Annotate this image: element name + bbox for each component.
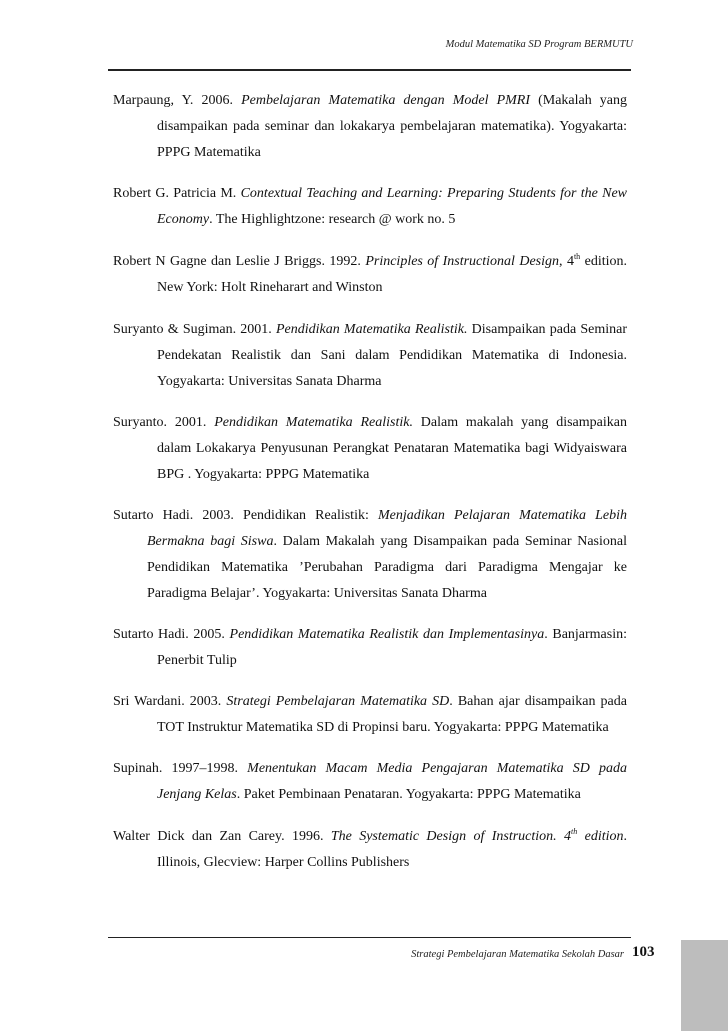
reference-entry: Robert N Gagne dan Leslie J Briggs. 1992. Principles of Instructional Design, 4th edition. New York: Holt Rineharart and Winston (113, 252, 627, 295)
reference-entry: Robert G. Patricia M. Contextual Teaching and Learning: Preparing Students for the New Economy. The Highlightzone: research @ work no. 5 (113, 186, 627, 227)
footer-title: Strategi Pembelajaran Matematika Sekolah Dasar (411, 949, 624, 960)
reference-entry: Sri Wardani. 2003. Strategi Pembelajaran Matematika SD. Bahan ajar disampaikan pada TOT Instruktur Matematika SD di Propinsi baru. Yogyakarta: PPPG Matematika (113, 694, 627, 735)
reference-entry: Sutarto Hadi. 2003. Pendidikan Realistik: Menjadikan Pelajaran Matematika Lebih Bermakna bagi Siswa. Dalam Makalah yang Disampaikan pada Seminar Nasional Pendidikan Matematika ’Perubahan Paradigma dari Paradigma Mengajar ke Paradigma Belajar’. Yogyakarta: Universitas Sanata Dharma (113, 508, 628, 601)
reference-entry: Suryanto & Sugiman. 2001. Pendidikan Matematika Realistik. Disampaikan pada Seminar Pendekatan Realistik dan Sani dalam Pendidikan Matematika di Indonesia. Yogyakarta: Universitas Sanata Dharma (113, 322, 627, 389)
reference-entry: Suryanto. 2001. Pendidikan Matematika Realistik. Dalam makalah yang disampaikan dalam Lokakarya Penyusunan Perangkat Penataran Matematika bagi Widyaiswara BPG . Yogyakarta: PPPG Matematika (113, 415, 627, 482)
reference-list (113, 88, 627, 876)
reference-entry: Marpaung, Y. 2006. Pembelajaran Matematika dengan Model PMRI (Makalah yang disampaikan pada seminar dan lokakarya pembelajaran matematika). Yogyakarta: PPPG Matematika (113, 93, 628, 160)
reference-entry: Sutarto Hadi. 2005. Pendidikan Matematika Realistik dan Implementasinya. Banjarmasin: Penerbit Tulip (113, 627, 627, 668)
page-number: 103 (632, 944, 655, 960)
page-tab-block (681, 940, 728, 1031)
reference-entry: Walter Dick dan Zan Carey. 1996. The Systematic Design of Instruction. 4th edition. Illinois, Glecview: Harper Collins Publishers (113, 827, 627, 870)
page-header-title: Modul Matematika SD Program BERMUTU (445, 39, 633, 50)
reference-entry: Supinah. 1997–1998. Menentukan Macam Media Pengajaran Matematika SD pada Jenjang Kelas. Paket Pembinaan Penataran. Yogyakarta: PPPG Matematika (113, 761, 628, 802)
header-rule (108, 69, 631, 71)
footer-rule (108, 937, 631, 938)
